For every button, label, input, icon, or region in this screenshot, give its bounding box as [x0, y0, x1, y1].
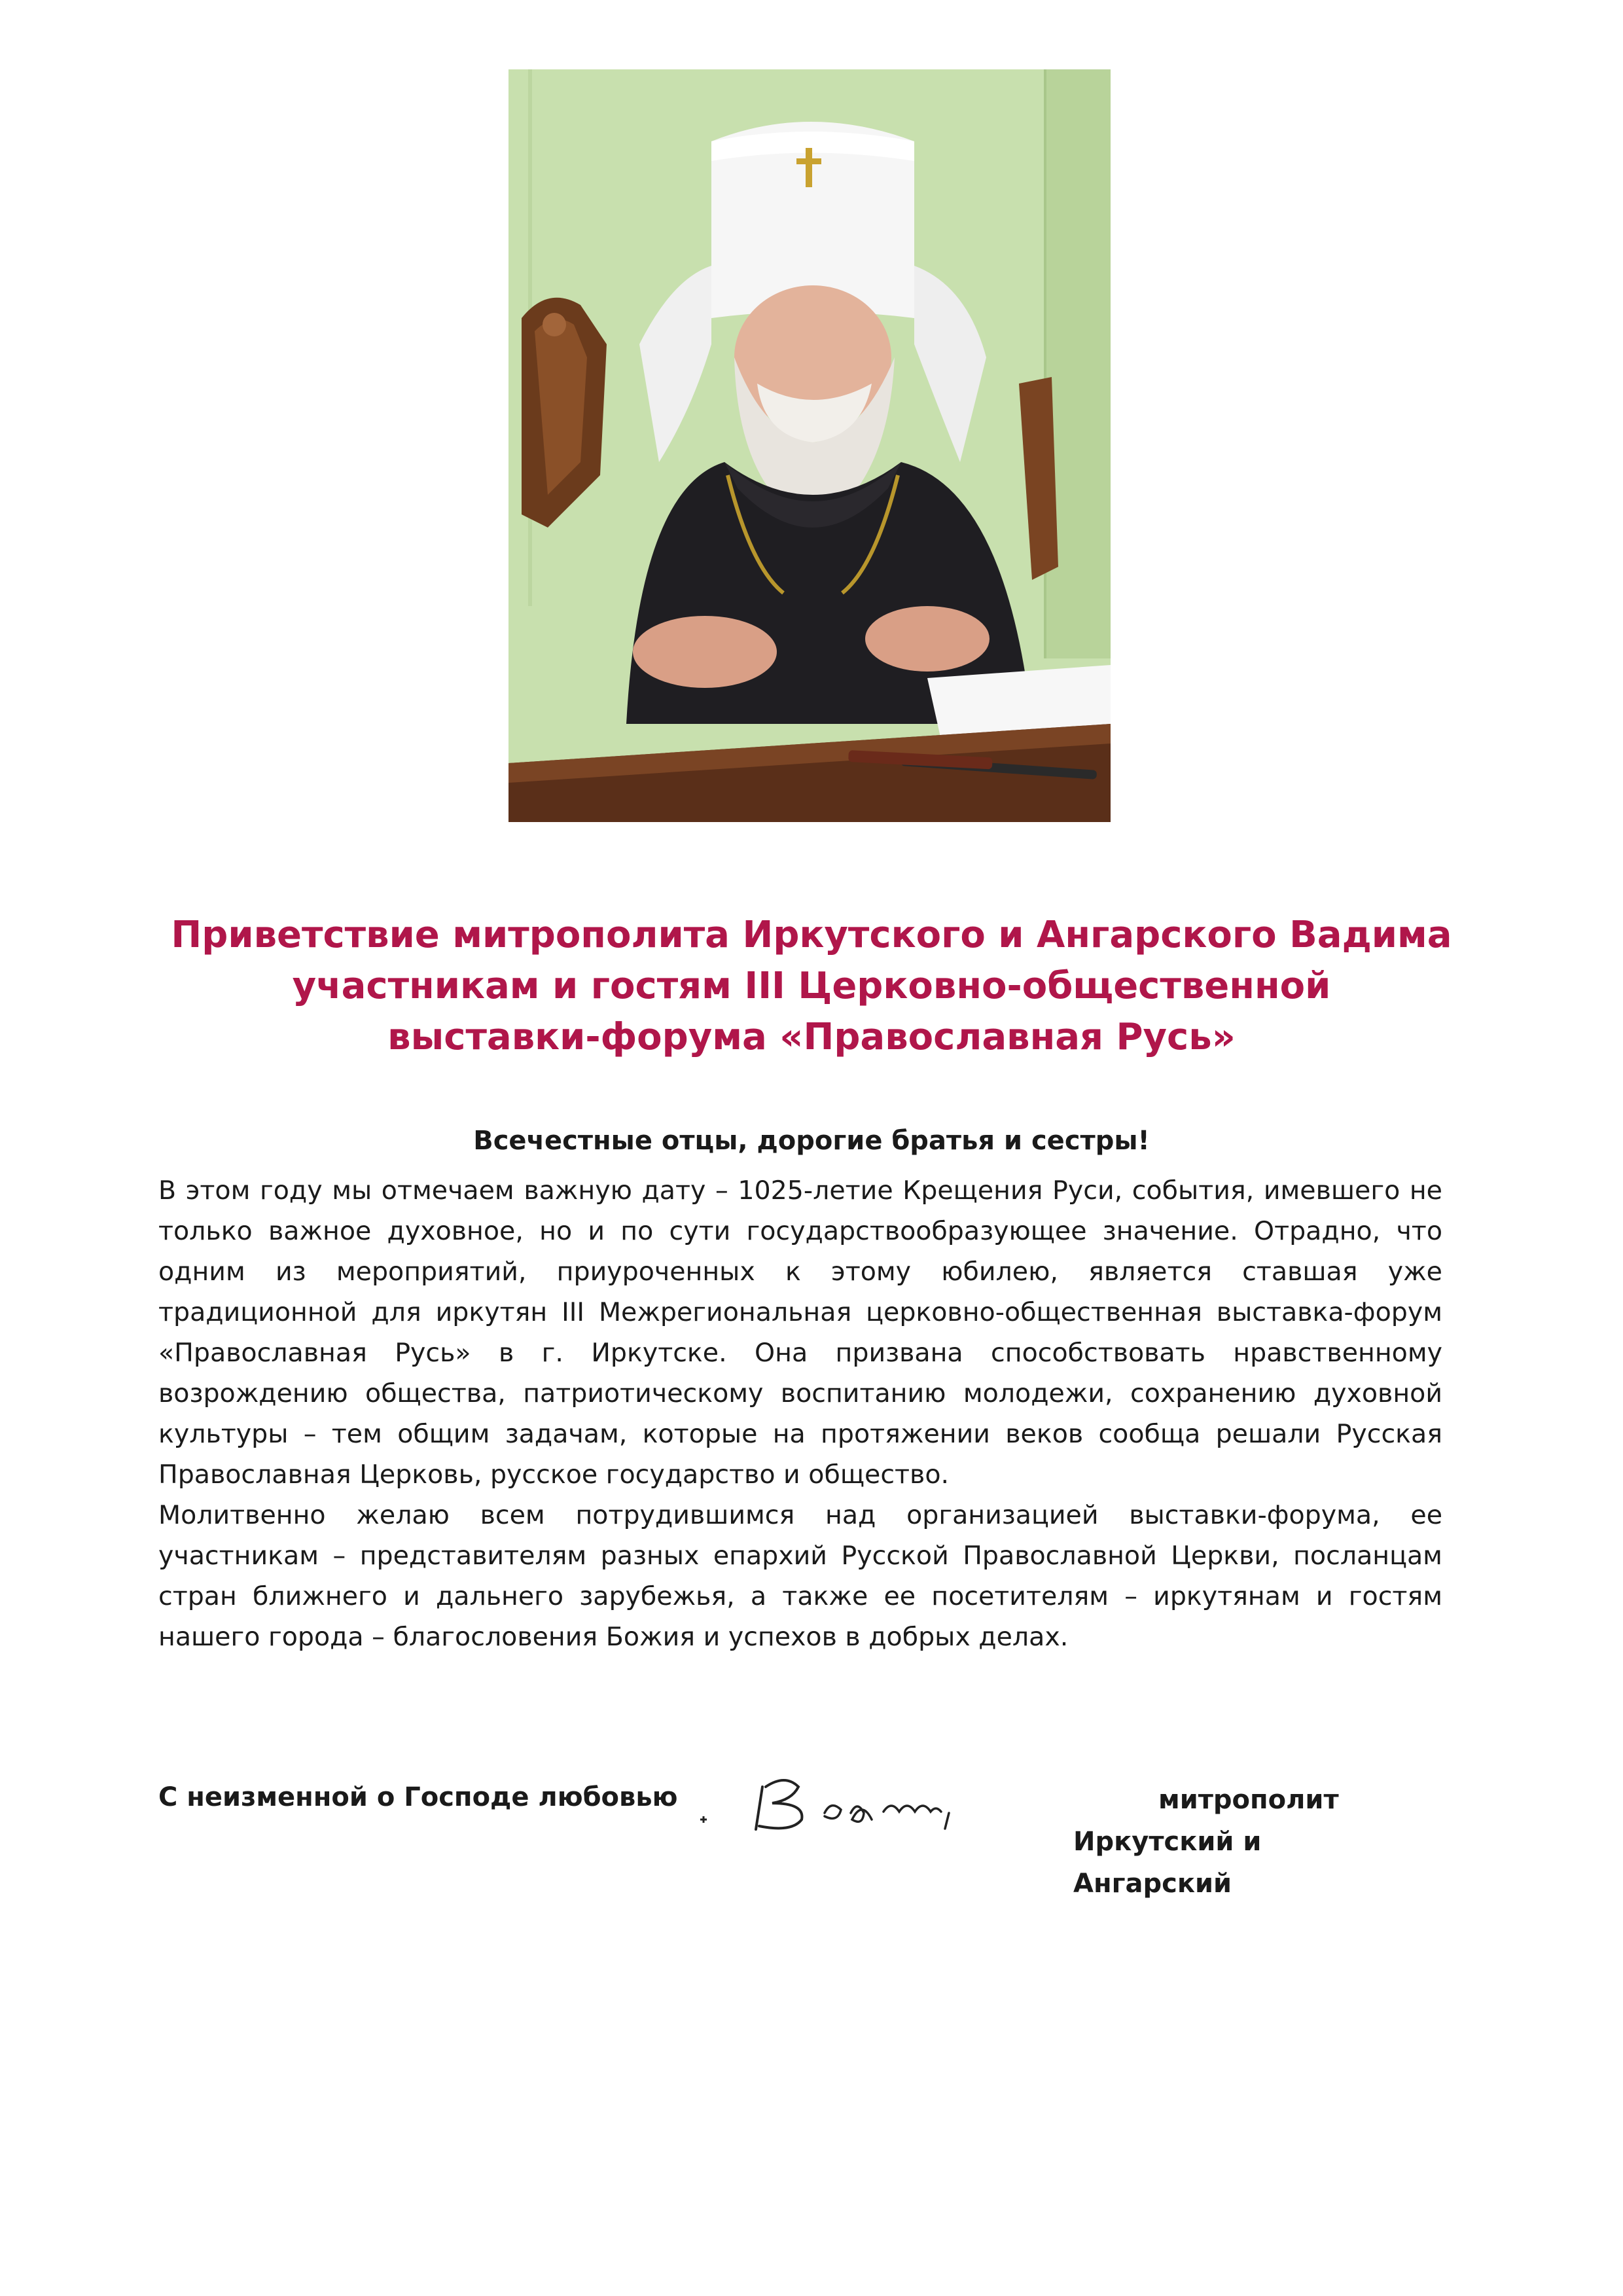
paragraph-2: Молитвенно желаю всем потрудившимся над организацией выставки-форума, ее участникам – представителям разных епархий Русской Православной Церкви, посланцам стран ближнего и дальнего зарубежья, а также ее посетителям – иркутянам и гостям нашего города – благословения Божия и успехов в добрых делах. — [158, 1500, 1442, 1652]
greeting-title — [157, 910, 1466, 1063]
salutation: Всечестные отцы, дорогие братья и сестры! — [473, 1126, 1150, 1156]
letter-body — [158, 1170, 1442, 1657]
handwritten-signature — [694, 1767, 1034, 1839]
signatory-rank: митрополит — [1158, 1785, 1339, 1815]
portrait-photo — [508, 69, 1111, 822]
signatory-see: Иркутский и Ангарский — [1073, 1827, 1262, 1899]
portrait-illustration — [508, 69, 1111, 822]
closing-phrase: С неизменной о Господе любовью — [158, 1782, 678, 1812]
title-line-1: Приветствие митрополита Иркутского и Ангарского Вадима — [171, 914, 1452, 956]
paragraph-1: В этом году мы отмечаем важную дату – 1025-летие Крещения Руси, события, имевшего не только важное духовное, но и по сути государствообразующее значение. Отрадно, что одним из мероприятий, приуроченных к этому юбилею, является ставшая уже традиционной для иркутян III Межрегиональная церковно-общественная выставка-форум «Православная Русь» в г. Иркутске. Она призвана способствовать нравственному возрождению общества, патриотическому воспитанию молодежи, сохранению духовной культуры – тем общим задачам, которые на протяжении веков сообща решали Русская Православная Церковь, русское государство и общество. — [158, 1175, 1442, 1490]
signatory-title — [1073, 1779, 1427, 1905]
title-line-3: выставки-форума «Православная Русь» — [387, 1016, 1236, 1058]
title-line-2: участникам и гостям III Церковно-общественной — [292, 965, 1331, 1007]
